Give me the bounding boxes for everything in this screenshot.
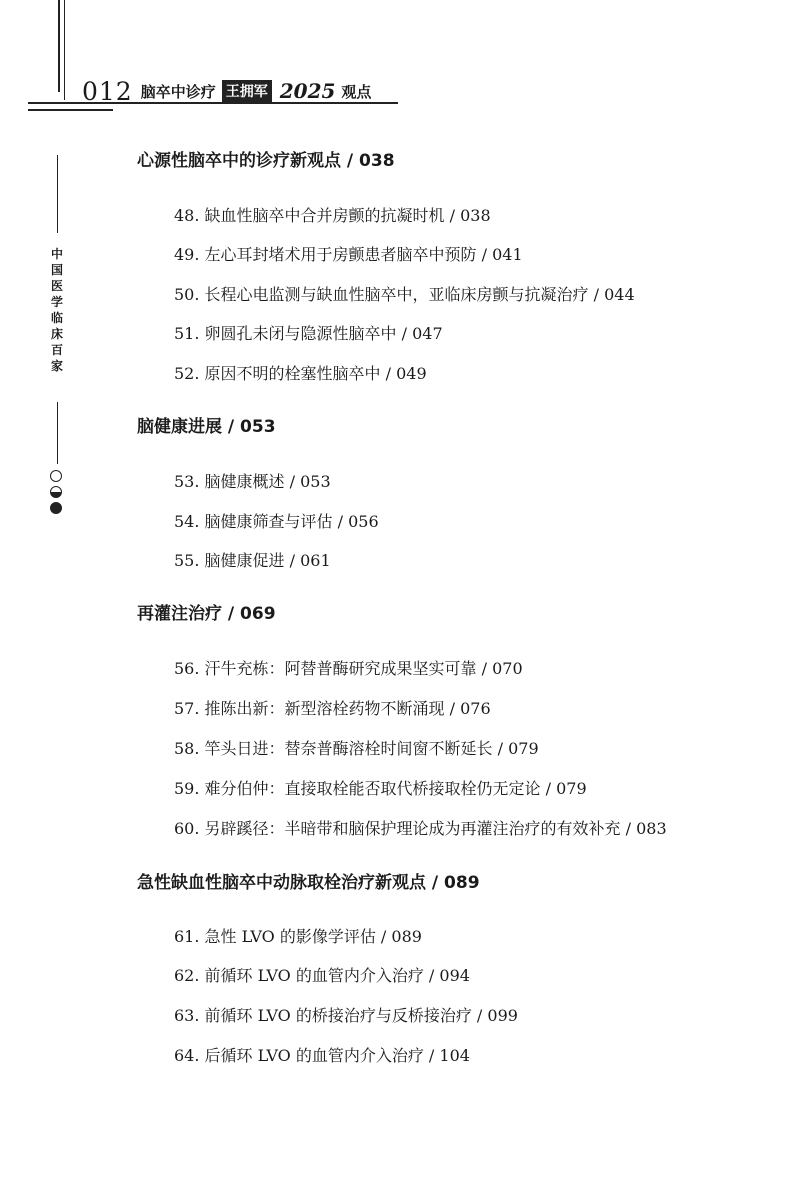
side-char: 医 — [50, 279, 63, 293]
section-title: 脑健康进展 / 053 — [137, 417, 276, 437]
section-title: 再灌注治疗 / 069 — [137, 604, 276, 624]
side-char: 临 — [50, 311, 63, 325]
toc-entry: 54. 脑健康筛查与评估 / 056 — [174, 512, 379, 531]
toc-entry: 51. 卵圆孔未闭与隐源性脑卒中 / 047 — [174, 324, 443, 343]
book-title: 脑卒中诊疗 — [140, 82, 216, 101]
toc-entry: 52. 原因不明的栓塞性脑卒中 / 049 — [174, 364, 427, 383]
toc-entry: 53. 脑健康概述 / 053 — [174, 472, 331, 491]
section-title: 心源性脑卒中的诊疗新观点 / 038 — [137, 151, 395, 171]
toc-entry: 64. 后循环 LVO 的血管内介入治疗 / 104 — [174, 1046, 470, 1065]
decorative-vertical-line — [64, 0, 65, 100]
page-number: 012 — [82, 76, 133, 106]
decorative-vertical-line — [58, 0, 60, 92]
side-rule-top — [57, 155, 58, 233]
half-circle-icon — [50, 486, 62, 498]
toc-entry: 56. 汗牛充栋：阿替普酶研究成果坚实可靠 / 070 — [174, 659, 523, 678]
toc-entry: 49. 左心耳封堵术用于房颤患者脑卒中预防 / 041 — [174, 245, 523, 264]
toc-entry: 57. 推陈出新：新型溶栓药物不断涌现 / 076 — [174, 699, 491, 718]
section-title: 急性缺血性脑卒中动脉取栓治疗新观点 / 089 — [137, 873, 480, 893]
side-char: 国 — [50, 263, 63, 277]
series-side-label — [48, 246, 66, 374]
side-char: 学 — [50, 295, 63, 309]
header-rule-short — [28, 109, 113, 111]
toc-entry: 61. 急性 LVO 的影像学评估 / 089 — [174, 927, 422, 946]
toc-entry: 55. 脑健康促进 / 061 — [174, 551, 331, 570]
empty-circle-icon — [50, 470, 62, 482]
toc-entry: 60. 另辟蹊径：半暗带和脑保护理论成为再灌注治疗的有效补充 / 083 — [174, 819, 667, 838]
toc-entry: 59. 难分伯仲：直接取栓能否取代桥接取栓仍无定论 / 079 — [174, 779, 587, 798]
toc-entry: 48. 缺血性脑卒中合并房颤的抗凝时机 / 038 — [174, 206, 491, 225]
filled-circle-icon — [50, 502, 62, 514]
toc-entry: 50. 长程心电监测与缺血性脑卒中，亚临床房颤与抗凝治疗 / 044 — [174, 285, 635, 304]
toc-entry: 63. 前循环 LVO 的桥接治疗与反桥接治疗 / 099 — [174, 1006, 518, 1025]
author-badge: 王拥军 — [222, 80, 272, 102]
side-char: 中 — [50, 247, 63, 261]
side-rule-bottom — [57, 402, 58, 464]
side-char: 床 — [50, 327, 63, 341]
toc-entry: 62. 前循环 LVO 的血管内介入治疗 / 094 — [174, 966, 470, 985]
title-suffix: 观点 — [341, 82, 372, 101]
toc-entry: 58. 竿头日进：替奈普酶溶栓时间窗不断延长 / 079 — [174, 739, 539, 758]
running-header — [82, 76, 371, 106]
year-label: 2025 — [279, 79, 336, 103]
side-char: 家 — [50, 359, 63, 373]
side-char: 百 — [50, 343, 63, 357]
